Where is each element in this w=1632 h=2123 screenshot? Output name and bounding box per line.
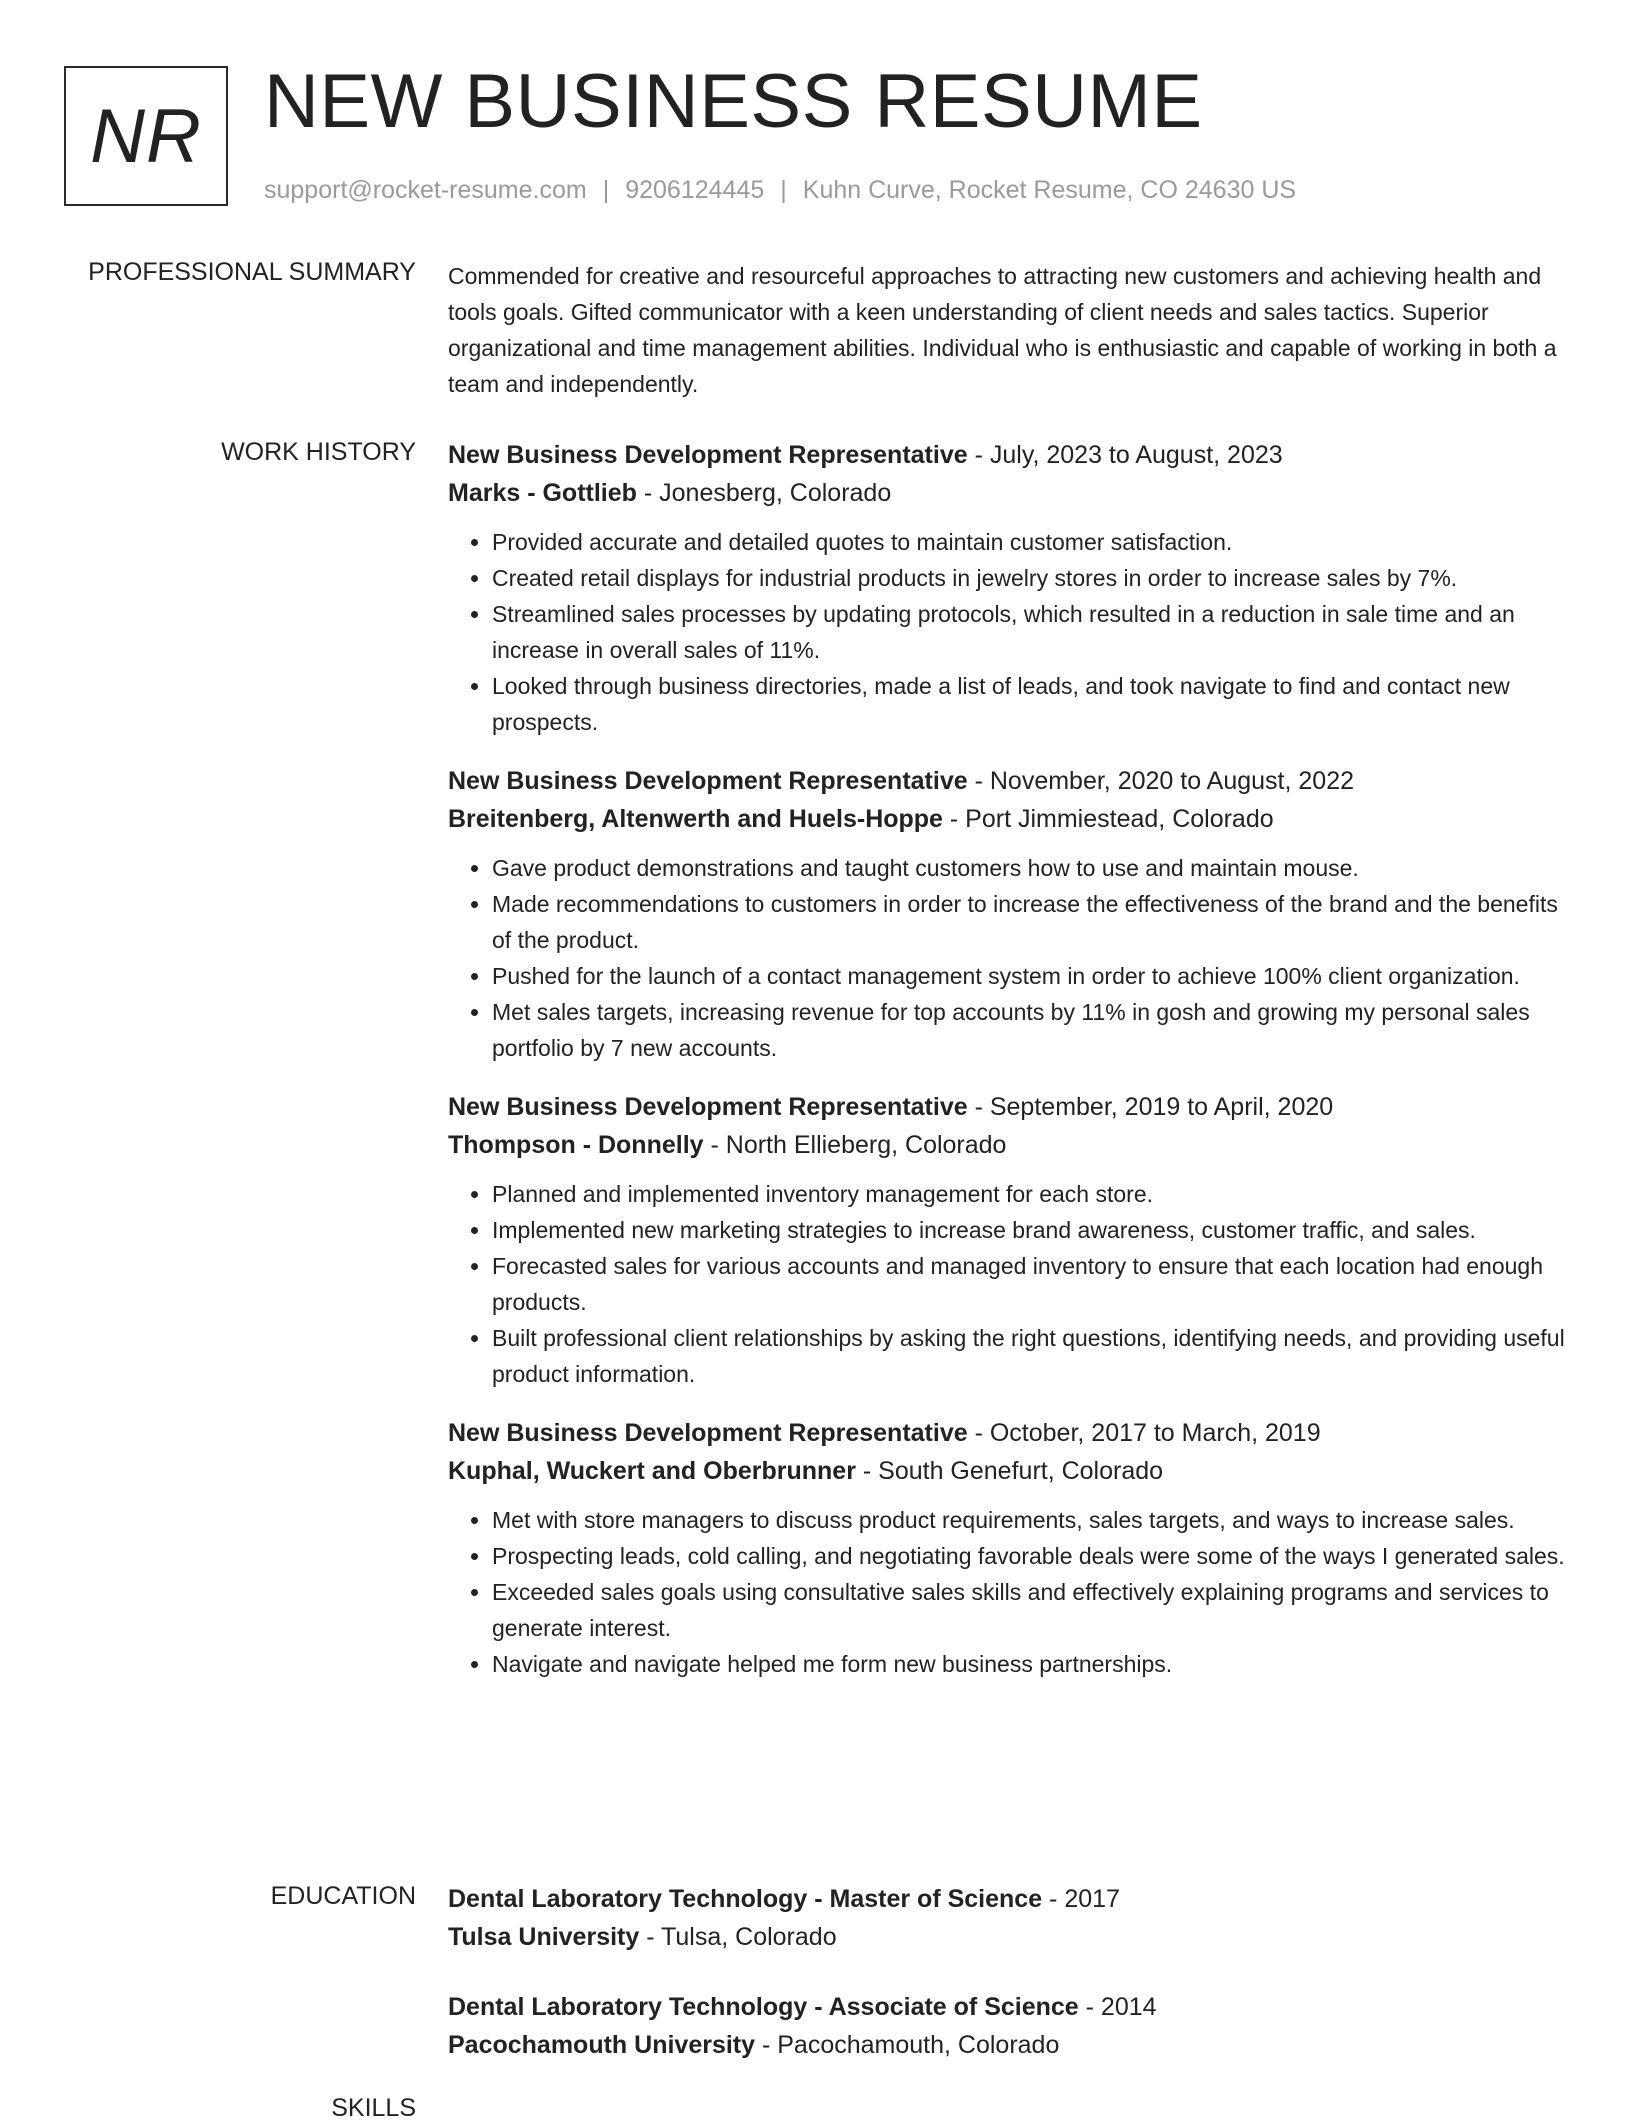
education-location: - Pacochamouth, Colorado	[755, 2031, 1060, 2059]
job-title: New Business Development Representative	[448, 441, 968, 469]
job-dates: - November, 2020 to August, 2022	[967, 767, 1355, 795]
job-bullet: • Met sales targets, increasing revenue for top accounts by 11% in gosh and growing my personal sales portfolio by 7 new accounts.	[492, 994, 1568, 1066]
job-dates: - July, 2023 to August, 2023	[967, 441, 1283, 469]
skills-heading: SKILLS	[331, 2094, 416, 2122]
education-degree: Dental Laboratory Technology - Associate of Science	[448, 1993, 1079, 2021]
education-school: Tulsa University	[448, 1923, 640, 1951]
job-company: Breitenberg, Altenwerth and Huels-Hoppe	[448, 805, 943, 833]
job-bullet: • Provided accurate and detailed quotes to maintain customer satisfaction.	[492, 524, 1568, 560]
job-bullets	[448, 524, 1568, 740]
job-dates: - October, 2017 to March, 2019	[967, 1419, 1321, 1447]
job-company: Thompson - Donnelly	[448, 1131, 704, 1159]
job-company-line	[448, 1452, 1568, 1490]
job-bullet: • Implemented new marketing strategies to increase brand awareness, customer traffic, and sales.	[492, 1212, 1568, 1248]
contact-separator: |	[602, 176, 610, 204]
job-bullet: • Made recommendations to customers in order to increase the effectiveness of the brand and the benefits of the product.	[492, 886, 1568, 958]
job-bullets	[448, 1502, 1568, 1682]
education-year: - 2017	[1042, 1885, 1120, 1913]
education-heading: EDUCATION	[270, 1882, 416, 1910]
summary-heading: PROFESSIONAL SUMMARY	[88, 258, 416, 286]
job-title-line	[448, 1414, 1568, 1452]
education-year: - 2014	[1078, 1993, 1157, 2021]
education-entry	[448, 1988, 1568, 2064]
job-entry	[448, 436, 1568, 740]
job-bullet: • Gave product demonstrations and taught customers how to use and maintain mouse.	[492, 850, 1568, 886]
education-school: Pacochamouth University	[448, 2031, 756, 2059]
job-bullet: • Built professional client relationships by asking the right questions, identifying needs, and providing useful product information.	[492, 1320, 1568, 1392]
job-bullet: • Planned and implemented inventory management for each store.	[492, 1176, 1568, 1212]
job-bullets	[448, 1176, 1568, 1392]
job-title: New Business Development Representative	[448, 1419, 968, 1447]
contact-line	[264, 176, 1296, 205]
contact-phone[interactable]: 9206124445	[625, 176, 765, 204]
job-bullet: • Pushed for the launch of a contact management system in order to achieve 100% client organization.	[492, 958, 1568, 994]
job-entry	[448, 1414, 1568, 1682]
education-school-line	[448, 2026, 1568, 2064]
education-entry	[448, 1880, 1568, 1956]
job-entry	[448, 762, 1568, 1066]
job-company-line	[448, 1126, 1568, 1164]
job-title: New Business Development Representative	[448, 767, 968, 795]
job-bullets	[448, 850, 1568, 1066]
education-location: - Tulsa, Colorado	[639, 1923, 837, 1951]
job-dates: - September, 2019 to April, 2020	[967, 1093, 1334, 1121]
job-bullet: • Created retail displays for industrial products in jewelry stores in order to increase sales by 7%.	[492, 560, 1568, 596]
job-bullet: • Exceeded sales goals using consultative sales skills and effectively explaining programs and services to generate interest.	[492, 1574, 1568, 1646]
summary-text: Commended for creative and resourceful approaches to attracting new customers and achieving health and tools goals. Gifted communicator with a keen understanding of client needs and sales tactics. Superior organizational and time management abilities. Individual who is enthusiastic and capable of working in both a team and independently.	[448, 263, 1557, 397]
job-bullet: • Forecasted sales for various accounts and managed inventory to ensure that each location had enough products.	[492, 1248, 1568, 1320]
job-bullet: • Streamlined sales processes by updating protocols, which resulted in a reduction in sale time and an increase in overall sales of 11%.	[492, 596, 1568, 668]
work-history-heading: WORK HISTORY	[221, 438, 416, 466]
resume-title: NEW BUSINESS RESUME	[264, 59, 1203, 144]
job-location: - Port Jimmiestead, Colorado	[942, 805, 1274, 833]
job-title-line	[448, 762, 1568, 800]
job-bullet: • Navigate and navigate helped me form new business partnerships.	[492, 1646, 1568, 1682]
job-company: Kuphal, Wuckert and Oberbrunner	[448, 1457, 856, 1485]
contact-address: Kuhn Curve, Rocket Resume, CO 24630 US	[802, 176, 1297, 204]
education-school-line	[448, 1918, 1568, 1956]
job-bullet: • Met with store managers to discuss product requirements, sales targets, and ways to increase sales.	[492, 1502, 1568, 1538]
job-company: Marks - Gottlieb	[448, 479, 637, 507]
job-title-line	[448, 436, 1568, 474]
contact-email[interactable]: support@rocket-resume.com	[264, 176, 587, 204]
education-degree: Dental Laboratory Technology - Master of Science	[448, 1885, 1043, 1913]
education-degree-line	[448, 1988, 1568, 2026]
job-title-line	[448, 1088, 1568, 1126]
job-location: - North Ellieberg, Colorado	[703, 1131, 1007, 1159]
job-location: - Jonesberg, Colorado	[636, 479, 892, 507]
job-company-line	[448, 800, 1568, 838]
job-location: - South Genefurt, Colorado	[855, 1457, 1164, 1485]
monogram-text: NR	[90, 93, 202, 179]
education-degree-line	[448, 1880, 1568, 1918]
job-entry	[448, 1088, 1568, 1392]
job-company-line	[448, 474, 1568, 512]
monogram-logo	[64, 66, 228, 206]
job-bullet: • Looked through business directories, made a list of leads, and took navigate to find and contact new prospects.	[492, 668, 1568, 740]
contact-separator: |	[780, 176, 787, 204]
job-bullet: • Prospecting leads, cold calling, and negotiating favorable deals were some of the ways I generated sales.	[492, 1538, 1568, 1574]
job-title: New Business Development Representative	[448, 1093, 968, 1121]
